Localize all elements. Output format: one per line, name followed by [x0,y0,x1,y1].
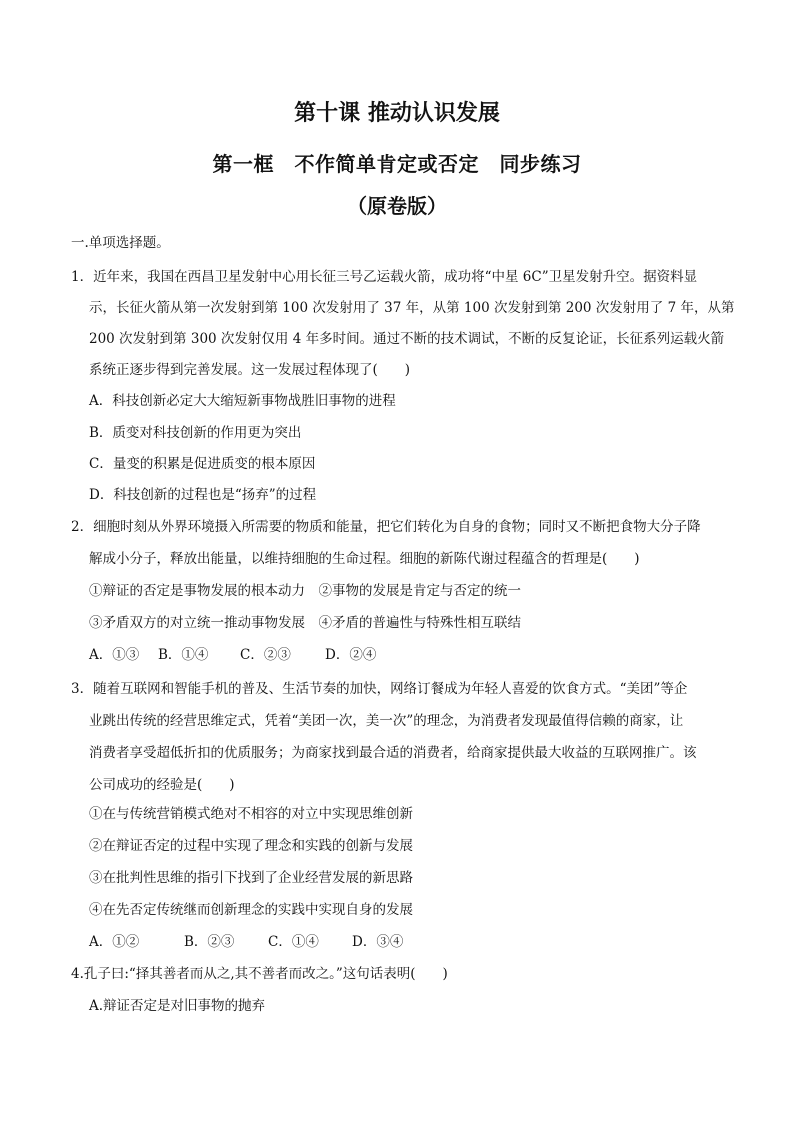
q1-line-1: 1．近年来，我国在西昌卫星发射中心用长征三号乙运载火箭，成功将“中星 6C”卫星发射升空。据资料显 [71,269,698,285]
q3-choice-b: B．②③ [184,934,235,950]
q3-line-4: 公司成功的经验是( ) [89,777,235,793]
q2-choice-d: D．②④ [325,647,377,663]
q2-line-2: 解成小分子，释放出能量，以维持细胞的生命过程。细胞的新陈代谢过程蕴含的哲理是( ) [89,551,640,567]
q1-option-b: B．质变对科技创新的作用更为突出 [89,425,302,441]
q1-option-c: C．量变的积累是促进质变的根本原因 [89,456,316,472]
q2-line-1: 2．细胞时刻从外界环境摄入所需要的物质和能量，把它们转化为自身的食物；同时又不断把食物大分子降 [71,519,701,535]
page-version: （原卷版） [347,194,447,218]
q3-choice-a: A．①② [89,934,140,950]
q3-line-3: 消费者享受超低折扣的优质服务；为商家找到最合适的消费者，给商家提供最大收益的互联网推广。该 [89,745,697,761]
q2-statements-1: ①辩证的否定是事物发展的根本动力 ②事物的发展是肯定与否定的统一 [89,583,521,599]
q3-statement-1: ①在与传统营销模式绝对不相容的对立中实现思维创新 [89,806,413,822]
q3-statement-2: ②在辩证否定的过程中实现了理念和实践的创新与发展 [89,838,413,854]
q3-choice-d: D．③④ [352,934,404,950]
q2-choices [89,645,376,665]
q2-choice-c: C．②③ [240,647,291,663]
q4-line-1: 4.孔子曰:“择其善者而从之,其不善者而改之。”这句话表明( ) [71,966,448,982]
q2-statements-2: ③矛盾双方的对立统一推动事物发展 ④矛盾的普遍性与特殊性相互联结 [89,615,521,631]
q1-line-2: 示，长征火箭从第一次发射到第 100 次发射用了 37 年，从第 100 次发射到第 200 次发射用了 7 年，从第 [89,300,735,316]
q1-line-3: 200 次发射到第 300 次发射仅用 4 年多时间。通过不断的技术调试，不断的反复论证，长征系列运载火箭 [89,331,725,347]
q2-choice-b: B．①④ [158,647,209,663]
q1-line-4: 系统正逐步得到完善发展。这一发展过程体现了( ) [89,362,411,378]
q3-line-1: 3．随着互联网和智能手机的普及、生活节奏的加快，网络订餐成为年轻人喜爱的饮食方式。“美团”等企 [71,681,688,697]
q1-option-d: D．科技创新的过程也是“扬弃”的过程 [89,487,317,503]
q3-statement-3: ③在批判性思维的指引下找到了企业经营发展的新思路 [89,870,413,886]
q4-option-a: A.辩证否定是对旧事物的抛弃 [89,998,266,1014]
page-subtitle: 第一框 不作简单肯定或否定 同步练习 [212,152,582,176]
q3-line-2: 业跳出传统的经营思维定式，凭着“美团一次，美一次”的理念，为消费者发现最值得信赖的商家，让 [89,713,684,729]
page-title: 第十课 推动认识发展 [294,100,500,126]
q2-choice-a: A．①③ [89,647,140,663]
q3-choice-c: C．①④ [268,934,319,950]
section-heading: 一.单项选择题。 [71,235,170,251]
q1-option-a: A．科技创新必定大大缩短新事物战胜旧事物的进程 [89,393,396,409]
q3-statement-4: ④在先否定传统继而创新理念的实践中实现自身的发展 [89,902,413,918]
q3-choices [89,932,403,952]
